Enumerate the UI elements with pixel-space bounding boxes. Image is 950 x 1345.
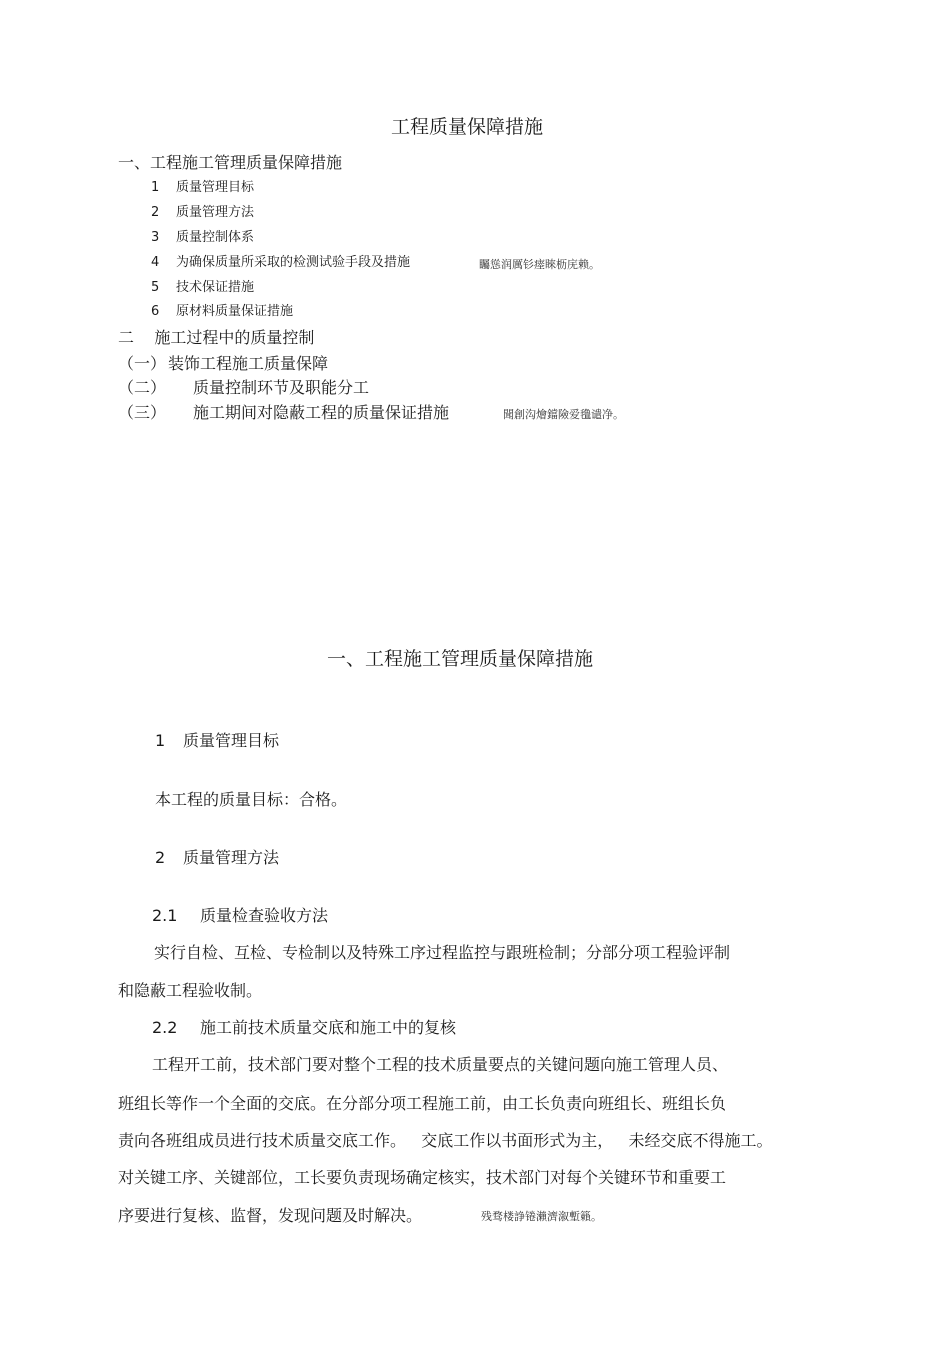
toc-subsection [118,405,449,421]
toc-item-number: 4 [151,255,160,270]
subsection-title-text: 质量管理目标 [183,731,280,750]
subsection-number: 2.2 [152,1018,178,1037]
paragraph-line: 序要进行复核、监督，发现问题及时解决。 [118,1206,423,1225]
subsection-title-text: 质量管理方法 [183,848,280,867]
subsection-title-text: 施工前技术质量交底和施工中的复核 [200,1018,457,1037]
paragraph: 本工程的质量目标：合格。 [155,790,348,809]
subsection-number: 1 [155,731,166,750]
toc-item [151,305,293,318]
toc-subsection [118,380,369,396]
subsection-title [155,850,279,866]
toc-item-number: 5 [151,280,160,295]
toc-item [151,256,410,269]
toc-subsection-note: 聞創沟燴鐺險爱氇谴净。 [503,408,624,421]
paragraph-line: 责向各班组成员进行技术质量交底工作。 交底工作以书面形式为主， 未经交底不得施工。 [118,1131,773,1150]
toc-item-number: 3 [151,230,160,245]
toc-item-number: 6 [151,304,160,319]
toc-item [151,206,254,219]
subsection-title [152,1020,456,1036]
toc-subsection-number: （一） [118,354,167,373]
subsection-number: 2.1 [152,906,178,925]
toc-subsection-text: 质量控制环节及职能分工 [193,378,370,397]
toc-subsection [118,356,328,372]
toc-section-2: 二 施工过程中的质量控制 [118,328,315,347]
toc-item [151,181,254,194]
toc-subsection-number: （二） [118,378,167,397]
toc-subsection-text: 施工期间对隐蔽工程的质量保证措施 [193,403,450,422]
subsection-number: 2 [155,848,166,867]
toc-item-text: 技术保证措施 [176,280,255,295]
paragraph-line: 和隐蔽工程验收制。 [118,981,263,1000]
paragraph-line: 对关键工序、关键部位，工长要负责现场确定核实，技术部门对每个关键环节和重要工 [118,1168,727,1187]
toc-item-text: 质量管理方法 [176,205,255,220]
toc-item-text: 原材料质量保证措施 [176,304,294,319]
toc-item [151,281,254,294]
section-heading: 一、工程施工管理质量保障措施 [327,648,594,670]
toc-item-note: 矚慫润厲钐瘗睞枥庑赖。 [479,258,600,271]
subsection-title-text: 质量检查验收方法 [200,906,329,925]
paragraph-line: 班组长等作一个全面的交底。在分部分项工程施工前，由工长负责向班组长、班组长负 [118,1094,727,1113]
subsection-title [155,733,279,749]
paragraph-line: 工程开工前，技术部门要对整个工程的技术质量要点的关键问题向施工管理人员、 [152,1055,729,1074]
toc-item [151,231,254,244]
toc-section-1: 一、工程施工管理质量保障措施 [118,153,343,172]
toc-item-text: 质量控制体系 [176,230,255,245]
toc-item-text: 为确保质量所采取的检测试验手段及措施 [176,255,411,270]
toc-item-number: 2 [151,205,160,220]
paragraph-note: 残骛楼諍锩瀨濟溆塹籟。 [481,1210,602,1223]
document-title: 工程质量保障措施 [391,116,544,138]
toc-subsection-number: （三） [118,403,167,422]
toc-item-number: 1 [151,180,160,195]
subsection-title [152,908,328,924]
paragraph-line: 实行自检、互检、专检制以及特殊工序过程监控与跟班检制；分部分项工程验评制 [154,943,731,962]
toc-subsection-text: 装饰工程施工质量保障 [168,354,329,373]
toc-item-text: 质量管理目标 [176,180,255,195]
